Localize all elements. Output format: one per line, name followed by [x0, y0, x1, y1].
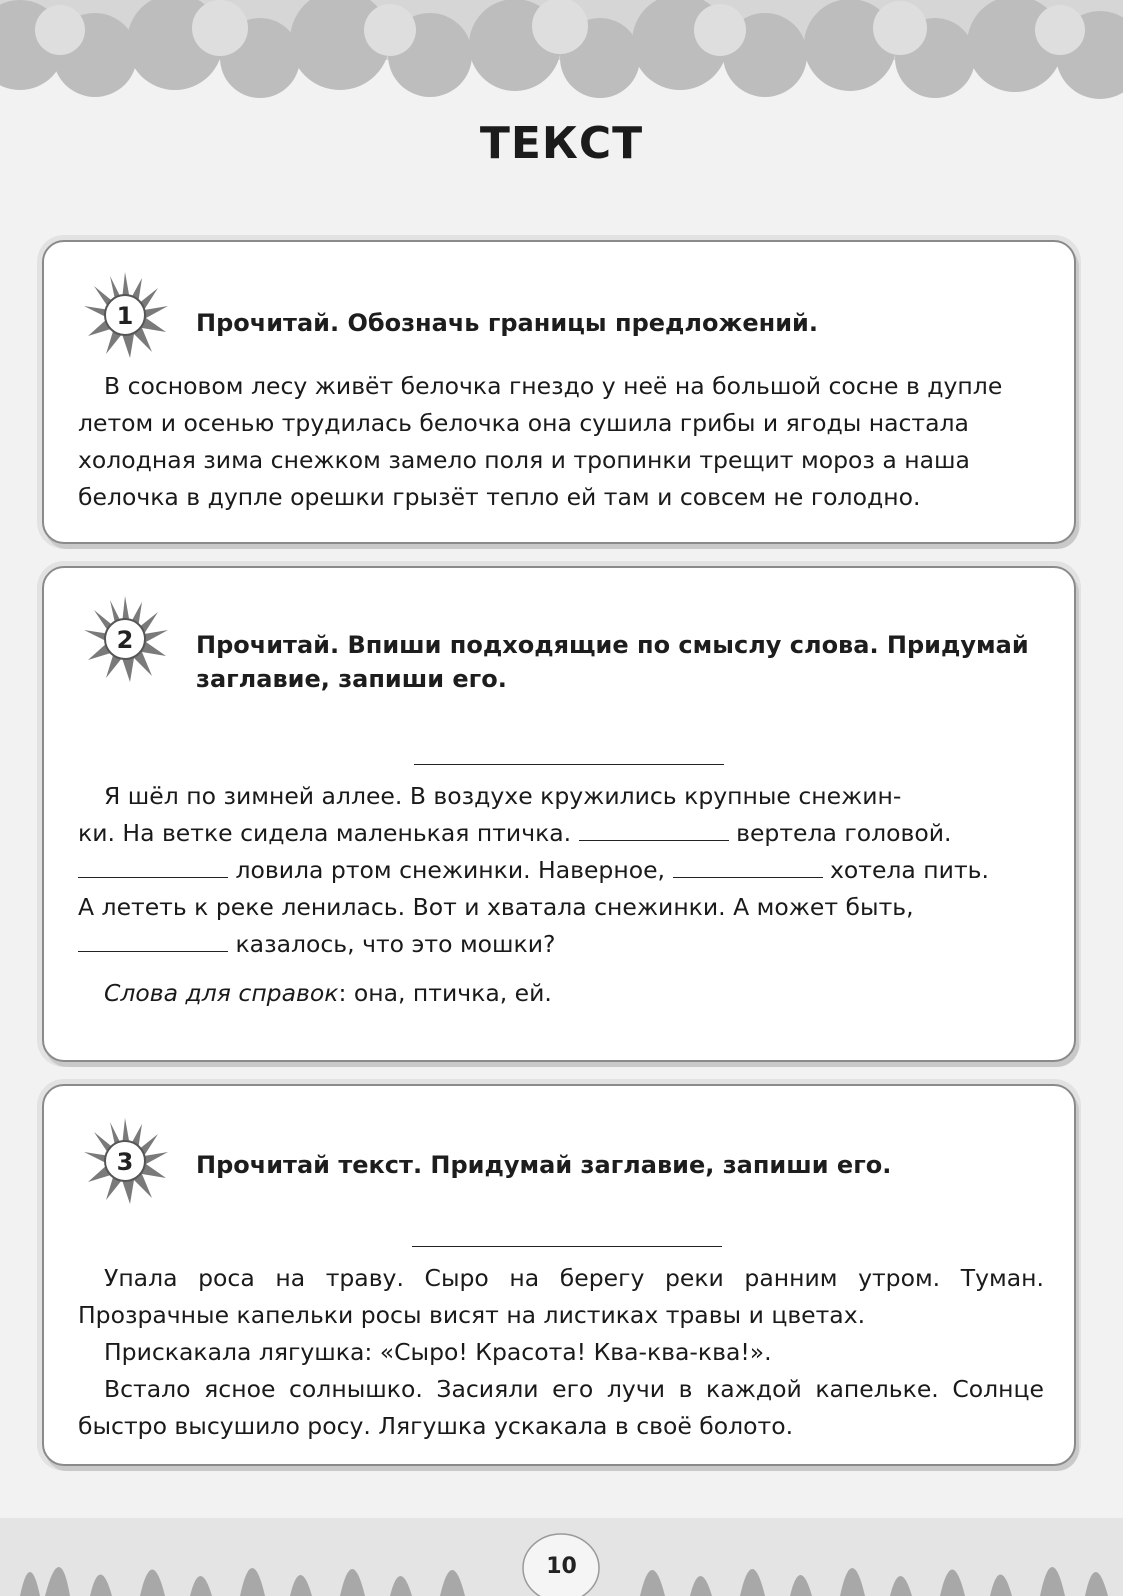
task-number: 2 — [116, 626, 134, 654]
task-text — [78, 778, 1044, 1012]
task-card-1 — [42, 240, 1076, 544]
text-line: ки. На ветке сидела маленькая птичка. вертела головой. — [78, 819, 952, 847]
text-line: летом и осенью трудилась белочка она сушила грибы и ягоды настала — [78, 409, 969, 437]
sun-badge-icon — [80, 1116, 170, 1206]
task-heading: Прочитай. Впиши подходящие по смыслу слова. Придумай заглавие, запиши его. — [196, 631, 1029, 693]
sun-badge-icon — [80, 594, 170, 684]
title-answer-line[interactable] — [414, 764, 724, 765]
page-title: ТЕКСТ — [479, 118, 644, 169]
task-text — [78, 368, 1044, 516]
blank-1[interactable] — [579, 819, 729, 841]
text-line: В сосновом лесу живёт белочка гнездо у неё на большой сосне в дупле — [104, 372, 1003, 400]
task-card-2 — [42, 566, 1076, 1062]
blank-3[interactable] — [673, 856, 823, 878]
top-cloud-decoration — [0, 0, 1123, 110]
page-number: 10 — [546, 1554, 577, 1579]
text-line: холодная зима снежком замело поля и тропинки трещит мороз а наша — [78, 446, 970, 474]
text-line: ловила ртом снежинки. Наверное, хотела пить. — [78, 852, 1044, 889]
task-heading: Прочитай. Обозначь границы предложений. — [196, 309, 818, 337]
blank-2[interactable] — [78, 856, 228, 878]
text-line: белочка в дупле орешки грызёт тепло ей там и совсем не голодно. — [78, 483, 921, 511]
text-line: казалось, что это мошки? — [78, 926, 1044, 963]
text-paragraph: Встало ясное солнышко. Засияли его лучи в каждой капельке. Солнце быстро высушило росу. Лягушка ускакала в своё болото. — [78, 1375, 1044, 1440]
task-number: 1 — [116, 302, 134, 330]
task-text — [78, 1260, 1044, 1445]
text-paragraph: Прискакала лягушка: «Сыро! Красота! Ква-ква-ква!». — [104, 1338, 772, 1366]
task-card-3 — [42, 1084, 1076, 1466]
task-heading: Прочитай текст. Придумай заглавие, запиши его. — [196, 1151, 892, 1179]
sun-badge-icon — [80, 270, 170, 360]
text-line: А лететь к реке ленилась. Вот и хватала снежинки. А может быть, — [78, 893, 914, 921]
blank-4[interactable] — [78, 930, 228, 952]
title-answer-line[interactable] — [412, 1246, 722, 1247]
reference-words: Слова для справок: она, птичка, ей. — [104, 979, 552, 1007]
text-line: Я шёл по зимней аллее. В воздухе кружились крупные снежин- — [104, 782, 902, 810]
text-paragraph: Упала роса на траву. Сыро на берегу реки ранним утром. Туман. Прозрачные капельки росы висят на листиках травы и цветах. — [78, 1264, 1044, 1329]
task-number: 3 — [116, 1148, 134, 1176]
